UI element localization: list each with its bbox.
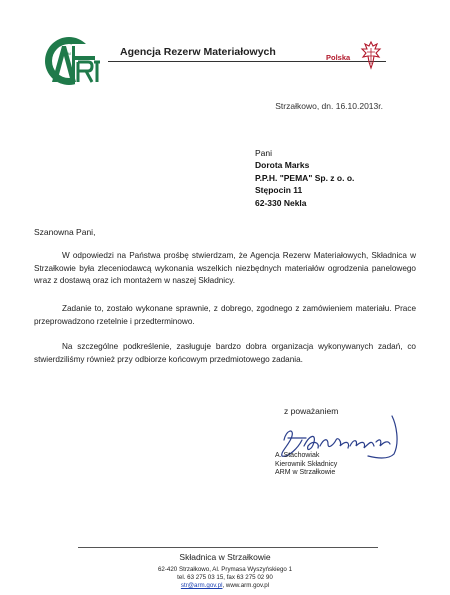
website-text: , www.arm.gov.pl — [222, 582, 270, 589]
addressee-block — [255, 147, 354, 209]
signer-unit: ARM w Strzałkowie — [275, 469, 336, 477]
addressee-line: 62-330 Nekla — [255, 197, 307, 208]
footer-title: Składnica w Strzałkowie — [179, 552, 271, 562]
footer-contact — [0, 582, 450, 589]
footer-address: 62-420 Strzałkowo, Al. Prymasa Wyszyńskiego 1 — [157, 566, 293, 573]
body-paragraph: Zadanie to, zostało wykonane sprawnie, z dobrego, zgodnego z zamówieniem materiału. Prace przeprowadzono rzetelnie i przedterminowo. — [34, 304, 416, 326]
signer-block — [275, 452, 337, 478]
agency-name: Agencja Rezerw Materiałowych — [120, 46, 276, 58]
addressee-line: Dorota Marks — [255, 160, 310, 171]
addressee-line: Stępocin 11 — [255, 185, 303, 196]
signer-title: Kierownik Składnicy — [275, 460, 338, 468]
logo-text: ARM — [62, 51, 71, 56]
arm-logo — [42, 34, 104, 88]
eagle-emblem-icon — [360, 40, 382, 70]
addressee-line: Pani — [255, 148, 273, 158]
addressee-line: P.P.H. "PEMA" Sp. z o. o. — [255, 172, 355, 183]
body-paragraph: W odpowiedzi na Państwa prośbę stwierdzam, że Agencja Rezerw Materiałowych, Składnica w Strzałkowie była zleceniodawcą wykonania wszelkich niezbędnych materiałów ogrodzenia panelowego wraz z dostawą oraz ich montażem w naszej Składnicy. — [34, 251, 416, 286]
footer-phone: tel. 63 275 03 15, fax 63 275 02 90 — [177, 574, 273, 581]
closing-phrase: z poważaniem — [284, 406, 339, 416]
footer-divider — [78, 547, 378, 548]
letter-date: Strzałkowo, dn. 16.10.2013r. — [275, 101, 383, 111]
body-paragraph: Na szczególne podkreślenie, zasługuje bardzo dobra organizacja wykonywanych zadań, co stwierdziliśmy również przy odbiorze końcowym przedmiotowego zadania. — [34, 342, 416, 364]
signer-name: A. Stachowiak — [275, 452, 320, 459]
country-label: Polska — [326, 53, 351, 62]
salutation: Szanowna Pani, — [34, 227, 96, 237]
email-link[interactable]: str@arm.gov.pl — [180, 582, 223, 589]
